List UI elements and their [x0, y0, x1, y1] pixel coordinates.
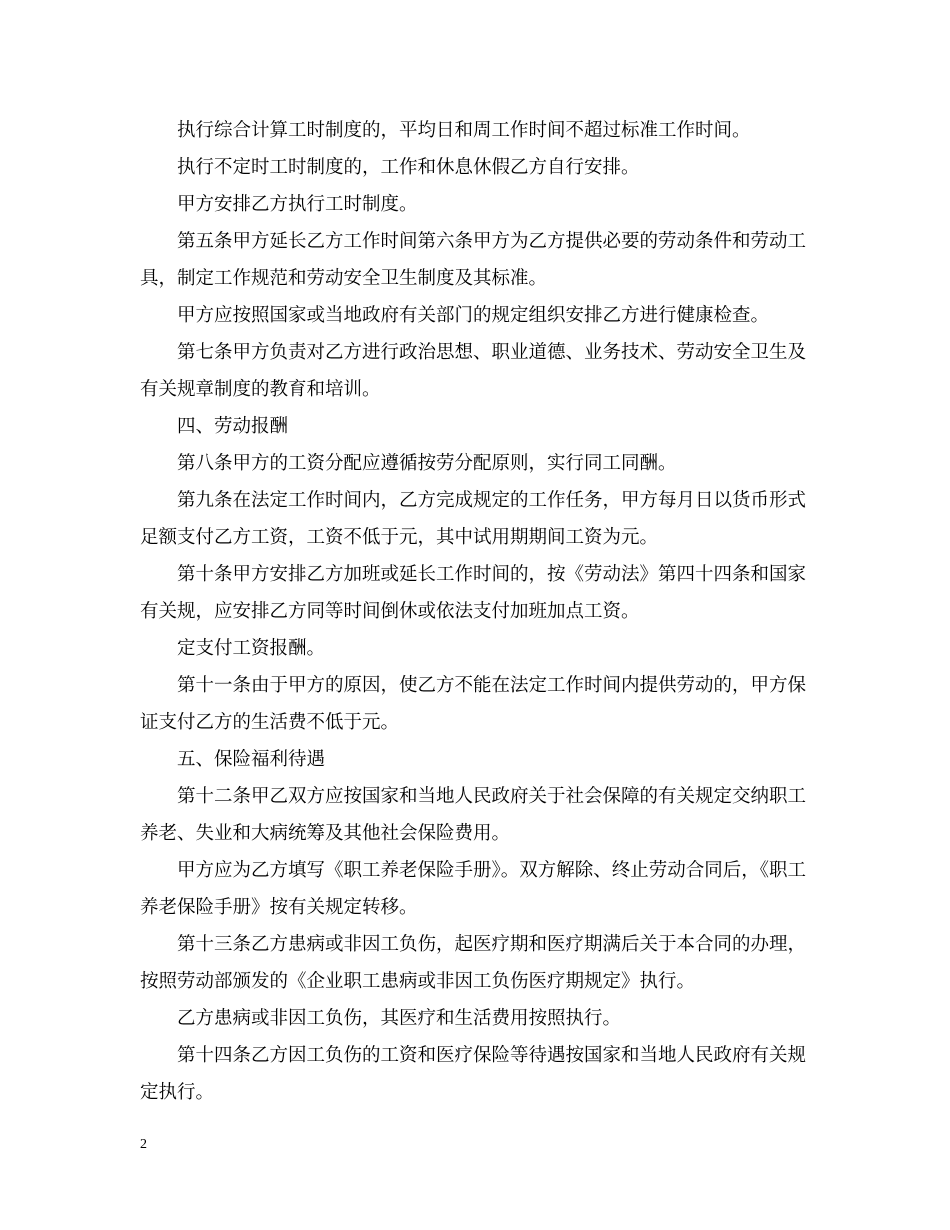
paragraph-16: 第十四条乙方因工负伤的工资和医疗保险等待遇按国家和当地人民政府有关规定执行。	[140, 1045, 807, 1103]
paragraph-4: 第五条甲方延长乙方工作时间第六条甲方为乙方提供必要的劳动条件和劳动工具，制定工作规范和劳动安全卫生制度及其标准。	[140, 231, 807, 289]
paragraph-8: 第九条在法定工作时间内，乙方完成规定的工作任务，甲方每月日以货币形式足额支付乙方工资，工资不低于元，其中试用期期间工资为元。	[140, 490, 807, 548]
page-number: 2	[140, 1137, 147, 1152]
paragraph-13: 甲方应为乙方填写《职工养老保险手册》。双方解除、终止劳动合同后，《职工养老保险手册》按有关规定转移。	[140, 860, 807, 918]
paragraph-7: 第八条甲方的工资分配应遵循按劳分配原则，实行同工同酬。	[177, 453, 677, 474]
paragraph-15: 乙方患病或非因工负伤，其医疗和生活费用按照执行。	[177, 1008, 622, 1029]
paragraph-3: 甲方安排乙方执行工时制度。	[177, 194, 418, 215]
section-heading-4: 四、劳动报酬	[177, 416, 289, 437]
paragraph-5: 甲方应按照国家或当地政府有关部门的规定组织安排乙方进行健康检查。	[177, 305, 770, 326]
paragraph-6: 第七条甲方负责对乙方进行政治思想、职业道德、业务技术、劳动安全卫生及有关规章制度的教育和培训。	[140, 342, 807, 400]
paragraph-1: 执行综合计算工时制度的，平均日和周工作时间不超过标准工作时间。	[177, 120, 751, 141]
paragraph-9: 第十条甲方安排乙方加班或延长工作时间的，按《劳动法》第四十四条和国家有关规，应安排乙方同等时间倒休或依法支付加班加点工资。	[140, 564, 807, 622]
paragraph-2: 执行不定时工时制度的，工作和休息休假乙方自行安排。	[177, 157, 640, 178]
paragraph-12: 第十二条甲乙双方应按国家和当地人民政府关于社会保障的有关规定交纳职工养老、失业和大病统筹及其他社会保险费用。	[140, 786, 807, 844]
paragraph-11: 第十一条由于甲方的原因，使乙方不能在法定工作时间内提供劳动的，甲方保证支付乙方的生活费不低于元。	[140, 675, 807, 733]
paragraph-14: 第十三条乙方患病或非因工负伤，起医疗期和医疗期满后关于本合同的办理，按照劳动部颁发的《企业职工患病或非因工负伤医疗期规定》执行。	[140, 934, 807, 992]
section-heading-5: 五、保险福利待遇	[177, 749, 326, 770]
paragraph-10: 定支付工资报酬。	[177, 638, 326, 659]
